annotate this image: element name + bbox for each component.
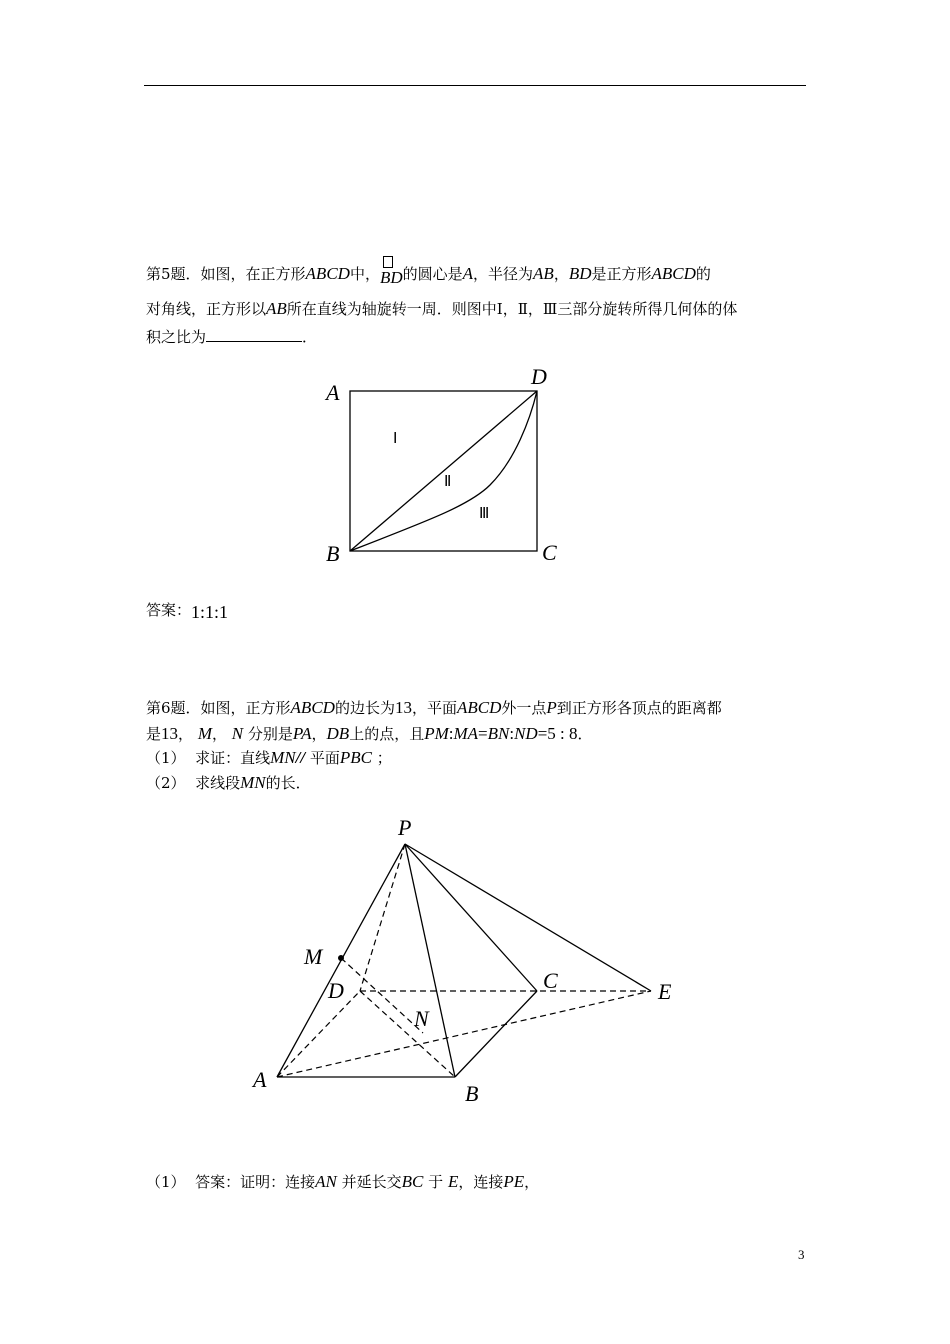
page-number: 3 (798, 1247, 805, 1262)
problem6-answer1: （1） 答案：证明：连接AN 并延长交BC 于 E，连接PE， (146, 1172, 540, 1191)
problem6-q2: （2） 求线段MN的长． (146, 773, 311, 792)
line-ae (277, 991, 651, 1077)
region-1-label: Ⅰ (393, 431, 398, 447)
vertex-a2: A (253, 1067, 267, 1092)
problem5-line1: 第5题．如图，在正方形ABCD中， BD的圆心是A，半径为AB，BD是正方形ABCD的 (146, 264, 711, 284)
problem5-line2: 对角线，正方形以AB所在直线为轴旋转一周．则图中Ⅰ，Ⅱ，Ⅲ三部分旋转所得几何体的体 (146, 299, 738, 318)
region-3-label: Ⅲ (479, 506, 490, 522)
vertex-m: M (304, 944, 323, 969)
vertex-d2: D (328, 978, 344, 1003)
segment-mn (341, 958, 423, 1033)
point-m-dot (338, 955, 344, 961)
region-2-label: Ⅱ (444, 474, 452, 490)
edge-pc (405, 844, 537, 991)
figure-pyramid (277, 844, 651, 1077)
problem5-answer: 答案：1:1:1 (146, 601, 229, 622)
problem6-line1: 第6题．如图，正方形ABCD的边长为13，平面ABCD外一点P到正方形各顶点的距离都 (146, 698, 722, 717)
vertex-b2: B (465, 1081, 479, 1106)
diagonal-bd (350, 391, 537, 551)
edge-bc (455, 991, 537, 1077)
vertex-b: B (326, 541, 340, 566)
vertex-e: E (658, 979, 672, 1004)
edge-pd (360, 844, 405, 991)
vertex-a: A (326, 380, 340, 405)
vertex-p: P (398, 815, 412, 840)
problem6-line2: 是13， M， N 分别是PA，DB上的点，且PM:MA=BN:ND=5 : 8． (146, 724, 593, 743)
edge-ad (277, 991, 360, 1077)
vertex-c2: C (543, 968, 558, 993)
arc-bd: BD (380, 264, 403, 284)
diagonal-db (360, 991, 455, 1077)
vertex-n: N (414, 1006, 429, 1031)
edge-pb (405, 844, 455, 1077)
vertex-d: D (531, 364, 547, 389)
problem5-line3: 积之比为 ． (146, 328, 318, 346)
problem6-q1: （1） 求证：直线MN// 平面PBC ； (146, 748, 392, 767)
edge-pe (405, 844, 651, 991)
vertex-c: C (542, 540, 557, 565)
